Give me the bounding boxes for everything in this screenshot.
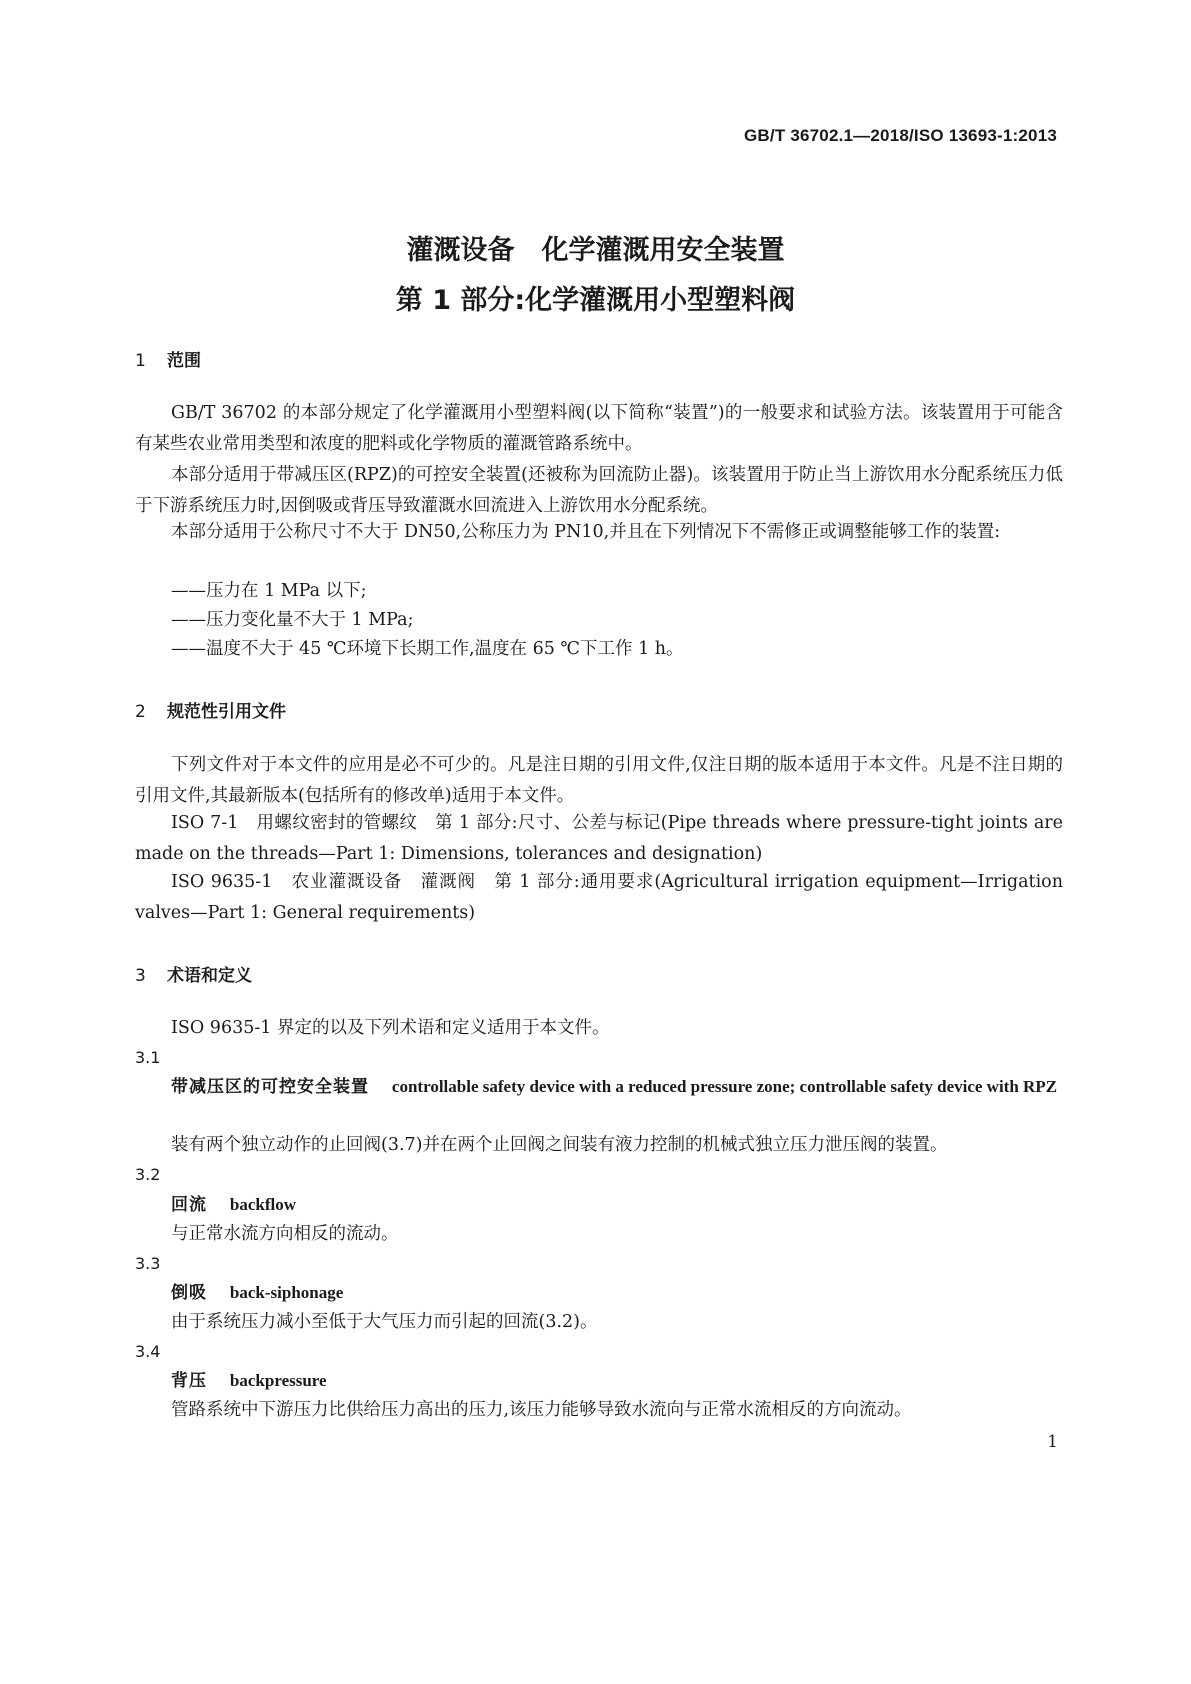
section-3-intro: ISO 9635-1 界定的以及下列术语和定义适用于本文件。 bbox=[171, 1018, 610, 1038]
section-2-reference-1: ISO 7-1 用螺纹密封的管螺纹 第 1 部分:尺寸、公差与标记(Pipe threads where pressure-tight joints are made on the threads—Part 1: Dimensions, tolerances and designation) bbox=[135, 813, 1063, 864]
section-2-number: 2 bbox=[135, 702, 146, 722]
section-1-paragraph-2: 本部分适用于带减压区(RPZ)的可控安全装置(还被称为回流防止器)。该装置用于防止当上游饮用水分配系统压力低于下游系统压力时,因倒吸或背压导致灌溉水回流进入上游饮用水分配系统。 bbox=[135, 465, 1063, 516]
term-chinese: 倒吸 bbox=[171, 1283, 207, 1303]
term-chinese: 带减压区的可控安全装置 bbox=[171, 1077, 369, 1097]
term-chinese: 回流 bbox=[171, 1195, 207, 1215]
section-2-heading bbox=[135, 697, 286, 722]
section-2-reference-2: ISO 9635-1 农业灌溉设备 灌溉阀 第 1 部分:通用要求(Agricultural irrigation equipment—Irrigation valves—Part 1: General requirements) bbox=[135, 872, 1063, 923]
section-1-list-item: ——压力变化量不大于 1 MPa; bbox=[171, 610, 414, 630]
term-definition: 装有两个独立动作的止回阀(3.7)并在两个止回阀之间装有液力控制的机械式独立压力泄压阀的装置。 bbox=[171, 1135, 948, 1155]
section-1-paragraph-3: 本部分适用于公称尺寸不大于 DN50,公称压力为 PN10,并且在下列情况下不需修正或调整能够工作的装置: bbox=[171, 522, 1001, 542]
term-english: backflow bbox=[229, 1195, 297, 1214]
term-number: 3.2 bbox=[135, 1165, 161, 1184]
section-1-number: 1 bbox=[135, 351, 146, 371]
term-number: 3.4 bbox=[135, 1342, 161, 1361]
title-line-1: 灌溉设备 化学灌溉用安全装置 bbox=[406, 235, 785, 266]
term-number: 3.3 bbox=[135, 1254, 161, 1273]
section-1-title: 范围 bbox=[167, 351, 201, 371]
section-3-number: 3 bbox=[135, 966, 146, 986]
term-number: 3.1 bbox=[135, 1048, 161, 1067]
term-definition: 与正常水流方向相反的流动。 bbox=[171, 1224, 399, 1244]
section-3-heading bbox=[135, 961, 252, 986]
section-2-paragraph-1: 下列文件对于本文件的应用是必不可少的。凡是注日期的引用文件,仅注日期的版本适用于本文件。凡是不注日期的引用文件,其最新版本(包括所有的修改单)适用于本文件。 bbox=[135, 755, 1063, 806]
term-heading bbox=[135, 1189, 1063, 1221]
section-1-paragraph-1: GB/T 36702 的本部分规定了化学灌溉用小型塑料阀(以下简称“装置”)的一般要求和试验方法。该装置用于可能含有某些农业常用类型和浓度的肥料或化学物质的灌溉管路系统中。 bbox=[135, 403, 1063, 454]
section-1-heading bbox=[135, 346, 201, 371]
page-number: 1 bbox=[1047, 1432, 1058, 1452]
section-1-list-item: ——温度不大于 45 ℃环境下长期工作,温度在 65 ℃下工作 1 h。 bbox=[171, 639, 684, 659]
section-3-title: 术语和定义 bbox=[167, 966, 252, 986]
section-2-title: 规范性引用文件 bbox=[167, 702, 286, 722]
term-english: back-siphonage bbox=[229, 1283, 344, 1302]
section-1-list-item: ——压力在 1 MPa 以下; bbox=[171, 581, 367, 601]
term-heading bbox=[135, 1071, 1063, 1103]
term-definition: 由于系统压力减小至低于大气压力而引起的回流(3.2)。 bbox=[171, 1312, 598, 1332]
term-english: controllable safety device with a reduced pressure zone; controllable safety device with RPZ bbox=[391, 1077, 1058, 1096]
title-line-2: 第 1 部分:化学灌溉用小型塑料阀 bbox=[395, 285, 796, 316]
term-heading bbox=[135, 1365, 1063, 1397]
term-definition: 管路系统中下游压力比供给压力高出的压力,该压力能够导致水流向与正常水流相反的方向流动。 bbox=[171, 1400, 912, 1420]
standard-number: GB/T 36702.1—2018/ISO 13693-1:2013 bbox=[744, 126, 1057, 145]
term-english: backpressure bbox=[229, 1371, 327, 1390]
term-chinese: 背压 bbox=[171, 1371, 207, 1391]
term-heading bbox=[135, 1277, 1063, 1309]
